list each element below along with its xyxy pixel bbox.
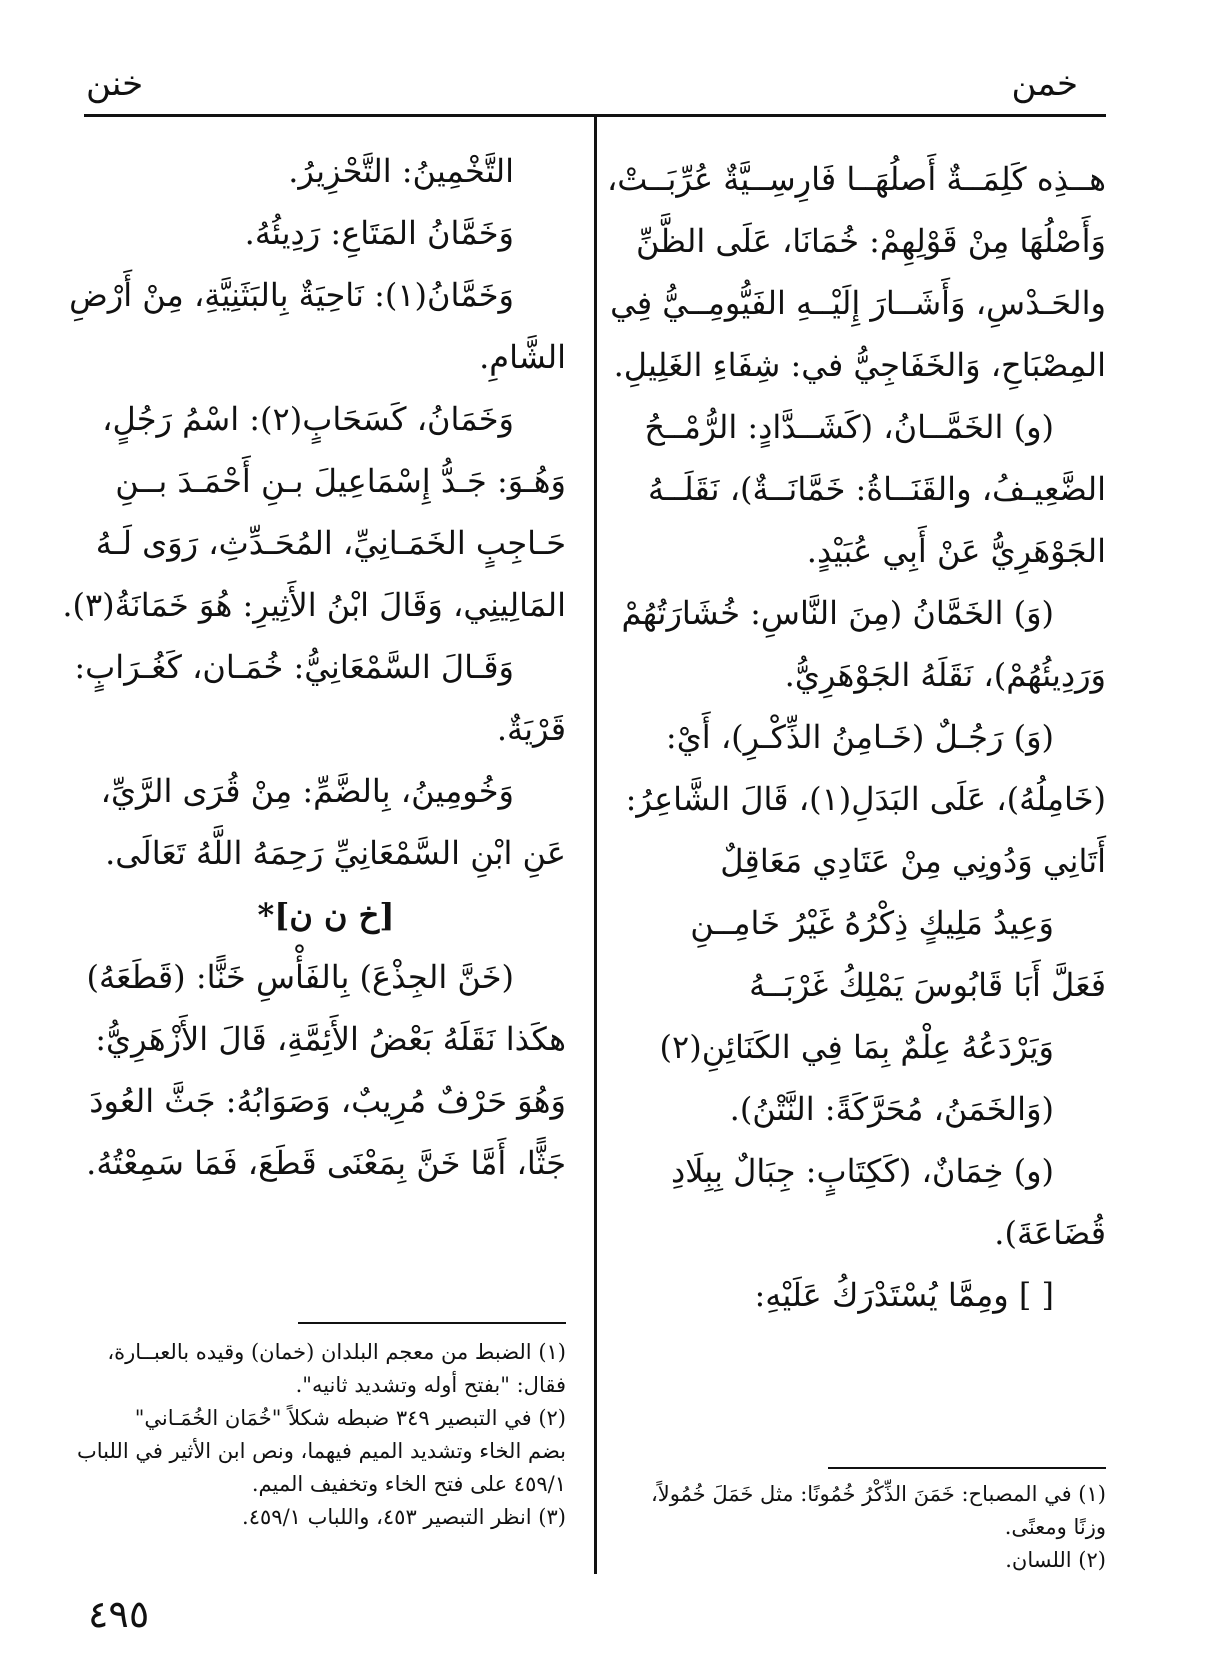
text-line: [ ] ومِمَّا يُسْتَدْرَكُ عَلَيْهِ: bbox=[754, 1276, 1054, 1314]
text-line: وَخَمَانُ، كَسَحَابٍ(٢): اسْمُ رَجُلٍ، bbox=[102, 400, 514, 438]
text-line: (خَامِلُهُ)، عَلَى البَدَلِ(١)، قَالَ الشَّاعِرُ: bbox=[625, 780, 1106, 818]
text-line: عَنِ ابْنِ السَّمْعَانِيِّ رَحِمَهُ اللَّهُ تَعَالَى. bbox=[105, 834, 566, 872]
footnote-line: ٤٥٩/١ على فتح الخاء وتخفيف الميم. bbox=[251, 1472, 566, 1496]
footnotes-right bbox=[624, 1478, 1106, 1577]
text-line: وَخَمَّانُ(١): نَاحِيَةٌ بِالبَثَنِيَّةِ، مِنْ أَرْضِ bbox=[69, 276, 514, 314]
text-line: (و) الخَمَّــانُ، (كَشَــدَّادٍ: الرُّمْــحُ bbox=[644, 408, 1054, 446]
text-line: وَخَمَّانُ المَتَاعِ: رَدِيئُهُ. bbox=[244, 214, 514, 252]
text-line: قُضَاعَةَ). bbox=[994, 1214, 1106, 1252]
text-line: هكَذا نَقَلَهُ بَعْضُ الأَئِمَّةِ، قَالَ الأَزْهَرِيُّ: bbox=[95, 1020, 566, 1058]
text-line: أَتَانِي وَدُونِي مِنْ عَتَادِي مَعَاقِلٌ bbox=[720, 842, 1106, 880]
footnote-line: (١) في المصباح: خَمَنَ الذِّكْرُ خُمُونًا: مثل خَمَلَ خُمُولاً، bbox=[650, 1482, 1106, 1506]
text-line: الجَوْهَرِيُّ عَنْ أَبِي عُبَيْدٍ. bbox=[806, 532, 1106, 570]
text-line: وَقَـالَ السَّمْعَانِيُّ: خُمَـان، كَغُـرَابٍ: bbox=[74, 648, 514, 686]
text-line: جَثًّا، أَمَّا خَنَّ بِمَعْنَى قَطَعَ، فَمَا سَمِعْتُهُ. bbox=[86, 1144, 566, 1182]
footnote-line: (١) الضبط من معجم البلدان (خمان) وقيده بالعبــارة، bbox=[107, 1340, 566, 1364]
text-line: (وَالخَمَنُ، مُحَرَّكَةً: النَّتْنُ). bbox=[729, 1090, 1054, 1128]
text-line: وَخُومِينُ، بِالضَّمِّ: مِنْ قُرَى الرَّيِّ، bbox=[100, 772, 514, 810]
text-line: وَيَرْدَعُهُ عِلْمٌ بِمَا فِي الكَنَائِنِ(٢) bbox=[659, 1028, 1054, 1066]
left-column bbox=[62, 140, 566, 1194]
footnote-line: بضم الخاء وتشديد الميم فيهما، ونص ابن الأثير في اللباب bbox=[76, 1439, 566, 1463]
footnote-line: (٢) في التبصير ٣٤٩ ضبطه شكلاً "خُمَان الخُمَـاني" bbox=[134, 1406, 566, 1430]
text-line: والحَـدْسِ، وَأَشَــارَ إِلَيْــهِ الفَيُّومِــيُّ فِي bbox=[610, 284, 1106, 322]
footnote-line: فقال: "بفتح أوله وتشديد ثانيه". bbox=[295, 1373, 566, 1397]
running-head-left: خنن bbox=[86, 64, 144, 104]
text-line: المَالِينِي، وَقَالَ ابْنُ الأَثِيرِ: هُوَ خَمَانَةُ(٣). bbox=[62, 586, 566, 624]
text-line: (و) خِمَانٌ، (كَكِتَابٍ: جِبَالٌ بِبِلَادِ bbox=[670, 1152, 1054, 1190]
entry-heading: [خ ن ن]* bbox=[257, 896, 395, 934]
footnote-rule-right bbox=[828, 1467, 1106, 1469]
text-line: وَعِيدُ مَلِيكٍ ذِكْرُهُ غَيْرُ خَامِــنِ bbox=[690, 904, 1054, 942]
text-line: حَـاجِبٍ الخَمَـانِيِّ، المُحَـدِّثِ، رَوَى لَـهُ bbox=[95, 524, 566, 562]
text-line: الضَّعِيـفُ، والقَنَــاةُ: خَمَّانَــةٌ)، نَقَلَــهُ bbox=[647, 470, 1106, 508]
text-line: وَرَدِيئُهُمْ)، نَقَلَهُ الجَوْهَرِيُّ. bbox=[784, 656, 1106, 694]
text-line: الشَّامِ. bbox=[479, 338, 566, 376]
right-column bbox=[606, 148, 1106, 1326]
column-divider bbox=[594, 114, 597, 1574]
page-number: ٤٩٥ bbox=[88, 1592, 150, 1636]
text-line: وَأَصْلُهَا مِنْ قَوْلِهِمْ: خُمَانَا، عَلَى الظَّنِّ bbox=[636, 222, 1106, 260]
text-line: وَهُـوَ: جَـدُّ إِسْمَاعِيلَ بـنِ أَحْمَـدَ بــنِ bbox=[115, 462, 566, 500]
text-line: قَرْيَةٌ. bbox=[496, 710, 566, 748]
running-head-right: خمن bbox=[1011, 64, 1078, 104]
text-line: (وَ) الخَمَّانُ (مِنَ النَّاسِ: خُشَارَتُهُمْ bbox=[621, 594, 1054, 632]
text-line: (وَ) رَجُـلٌ (خَـامِنُ الذِّكْـرِ)، أَيْ: bbox=[665, 718, 1054, 756]
text-line: (خَنَّ الجِذْعَ) بِالفَأْسِ خَنًّا: (قَطَعَهُ) bbox=[86, 958, 514, 996]
footnotes-left bbox=[76, 1336, 566, 1534]
footnote-line: (٢) اللسان. bbox=[1005, 1548, 1106, 1572]
text-line: هــذِه كَلِمَــةٌ أَصلُهَــا فَارِسِــيَّةٌ عُرِّبَــتْ، bbox=[606, 160, 1106, 198]
text-line: التَّخْمِينُ: التَّحْزِيرُ. bbox=[288, 152, 514, 190]
footnote-line: (٣) انظر التبصير ٤٥٣، واللباب ٤٥٩/١. bbox=[242, 1505, 566, 1529]
text-line: فَعَلَّ أَبَا قَابُوسَ يَمْلِكُ غَرْبَــهُ bbox=[749, 966, 1106, 1004]
text-line: وَهُوَ حَرْفٌ مُرِيبٌ، وَصَوَابُهُ: جَثَّ العُودَ bbox=[89, 1082, 566, 1120]
footnote-line: وزنًا ومعنًى. bbox=[1004, 1515, 1106, 1539]
footnote-rule-left bbox=[298, 1322, 566, 1324]
text-line: المِصْبَاحِ، وَالخَفَاجِيُّ في: شِفَاءِ الغَلِيلِ. bbox=[613, 346, 1106, 384]
